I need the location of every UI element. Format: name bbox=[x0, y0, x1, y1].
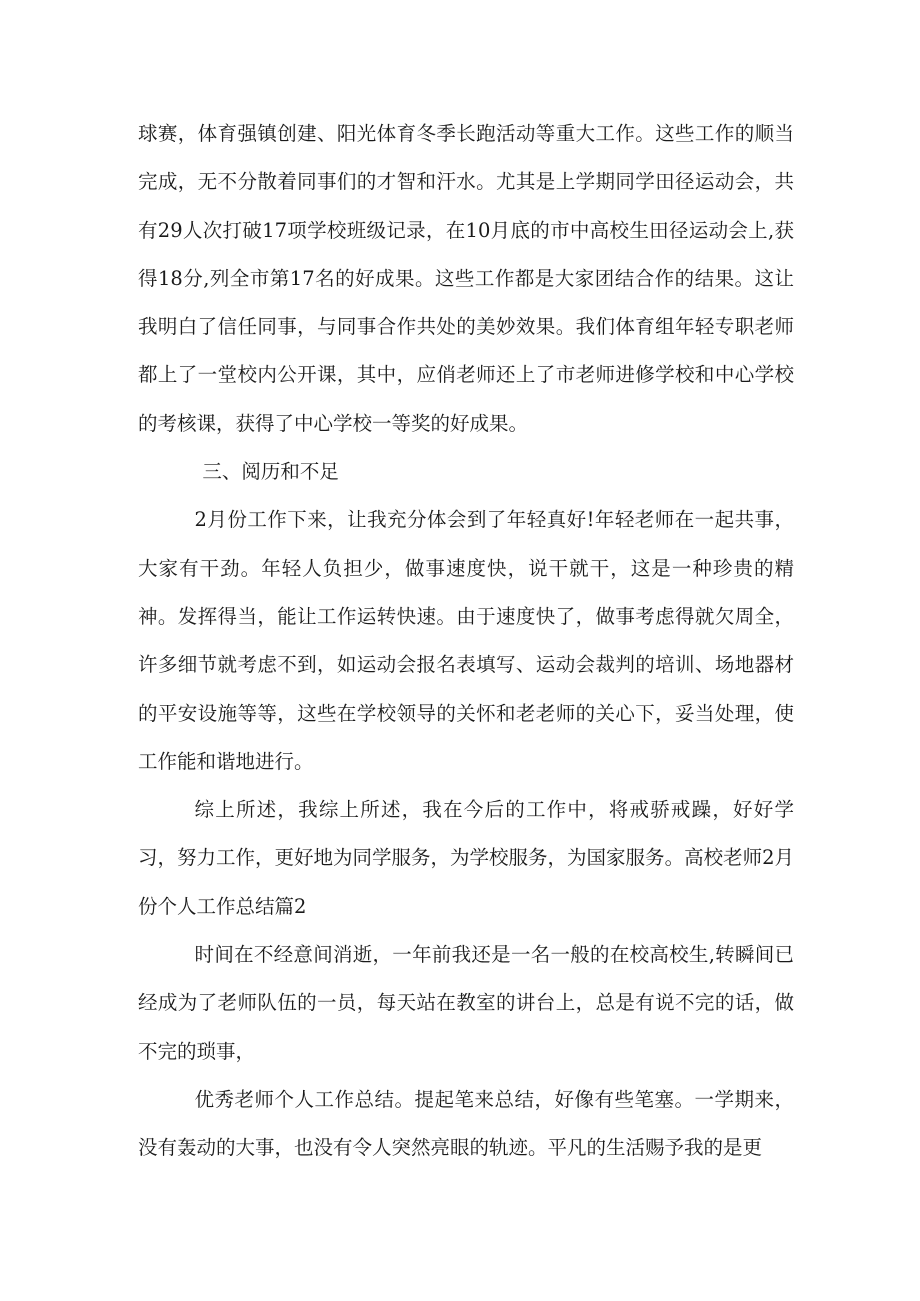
paragraph-summary: 综上所述，我综上所述，我在今后的工作中，将戒骄戒躁，好好学习，努力工作，更好地为同学服务，为学校服务，为国家服务。高校老师2月份个人工作总结篇2 bbox=[138, 798, 794, 918]
document-body bbox=[138, 110, 794, 1173]
paragraph-february-work: 2月份工作下来，让我充分体会到了年轻真好!年轻老师在一起共事，大家有干劲。年轻人负担少，做事速度快，说干就干，这是一种珍贵的精神。发挥得当，能让工作运转快速。由于速度快了，做事考虑得就欠周全，许多细节就考虑不到，如运动会报名表填写、运动会裁判的培训、场地器材的平安设施等等，这些在学校领导的关怀和老老师的关心下，妥当处理，使工作能和谐地进行。 bbox=[138, 508, 794, 773]
paragraph-time-passing: 时间在不经意间消逝，一年前我还是一名一般的在校高校生,转瞬间已经成为了老师队伍的一员，每天站在教室的讲台上，总是有说不完的话，做不完的琐事， bbox=[138, 943, 794, 1063]
paragraph-sports-achievements: 球赛，体育强镇创建、阳光体育冬季长跑活动等重大工作。这些工作的顺当完成，无不分散着同事们的才智和汗水。尤其是上学期同学田径运动会，共有29人次打破17项学校班级记录，在10月底的市中高校生田径运动会上,获得18分,列全市第17名的好成果。这些工作都是大家团结合作的结果。这让我明白了信任同事，与同事合作共处的美妙效果。我们体育组年轻专职老师都上了一堂校内公开课，其中，应俏老师还上了市老师进修学校和中心学校的考核课，获得了中心学校一等奖的好成果。 bbox=[138, 122, 794, 435]
section-heading-experience-shortcomings: 三、阅历和不足 bbox=[202, 460, 339, 484]
paragraph-excellent-teacher: 优秀老师个人工作总结。提起笔来总结，好像有些笔塞。一学期来，没有轰动的大事，也没有令人突然亮眼的轨迹。平凡的生活赐予我的是更 bbox=[138, 1087, 794, 1160]
